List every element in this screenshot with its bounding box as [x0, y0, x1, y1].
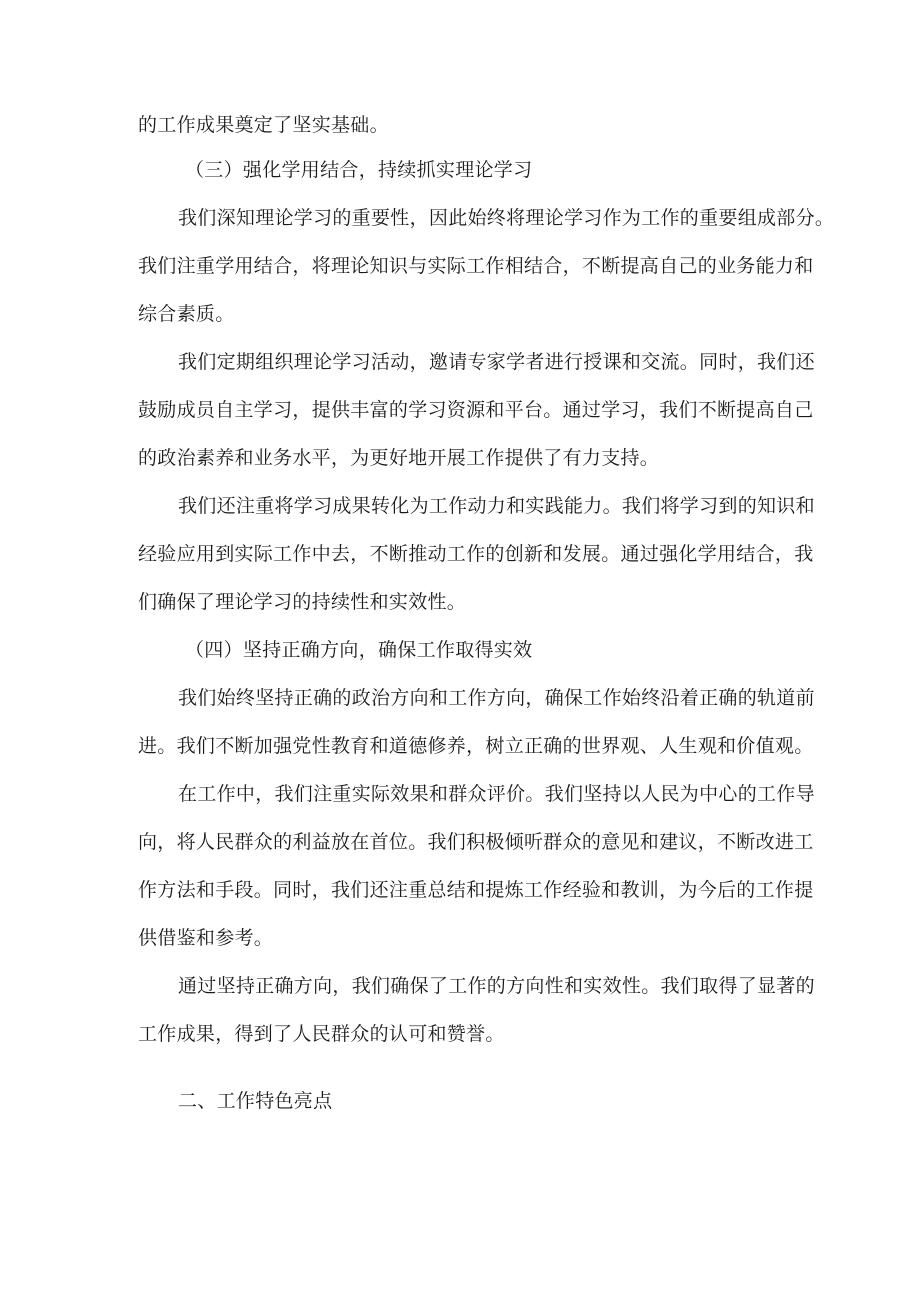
body-line: 我们深知理论学习的重要性，因此始终将理论学习作为工作的重要组成部分。	[178, 207, 835, 229]
body-line: 我们注重学用结合，将理论知识与实际工作相结合，不断提高自己的业务能力和	[138, 255, 814, 277]
body-line: 在工作中，我们注重实际效果和群众评价。我们坚持以人民为中心的工作导	[178, 783, 815, 805]
body-line: 经验应用到实际工作中去，不断推动工作的创新和发展。通过强化学用结合，我	[138, 543, 814, 565]
body-line: 综合素质。	[138, 303, 235, 325]
section-heading: （四）坚持正确方向，确保工作取得实效	[185, 639, 533, 661]
body-line: 供借鉴和参考。	[138, 927, 274, 949]
body-line: 们确保了理论学习的持续性和实效性。	[138, 591, 467, 613]
body-line: 我们定期组织理论学习活动，邀请专家学者进行授课和交流。同时，我们还	[178, 351, 815, 373]
chapter-heading: 二、工作特色亮点	[178, 1090, 333, 1112]
body-line: 工作成果，得到了人民群众的认可和赞誉。	[138, 1023, 505, 1045]
body-line: 向，将人民群众的利益放在首位。我们积极倾听群众的意见和建议，不断改进工	[138, 831, 814, 853]
body-line: 鼓励成员自主学习，提供丰富的学习资源和平台。通过学习，我们不断提高自己	[138, 399, 814, 421]
body-line: 我们始终坚持正确的政治方向和工作方向，确保工作始终沿着正确的轨道前	[178, 687, 815, 709]
body-line: 进。我们不断加强党性教育和道德修养，树立正确的世界观、人生观和价值观。	[138, 735, 814, 757]
section-heading: （三）强化学用结合，持续抓实理论学习	[185, 159, 533, 181]
body-line: 的工作成果奠定了坚实基础。	[138, 114, 389, 136]
body-line: 作方法和手段。同时，我们还注重总结和提炼工作经验和教训，为今后的工作提	[138, 879, 814, 901]
body-line: 我们还注重将学习成果转化为工作动力和实践能力。我们将学习到的知识和	[178, 495, 815, 517]
body-line: 的政治素养和业务水平，为更好地开展工作提供了有力支持。	[138, 447, 660, 469]
body-line: 通过坚持正确方向，我们确保了工作的方向性和实效性。我们取得了显著的	[178, 975, 815, 997]
